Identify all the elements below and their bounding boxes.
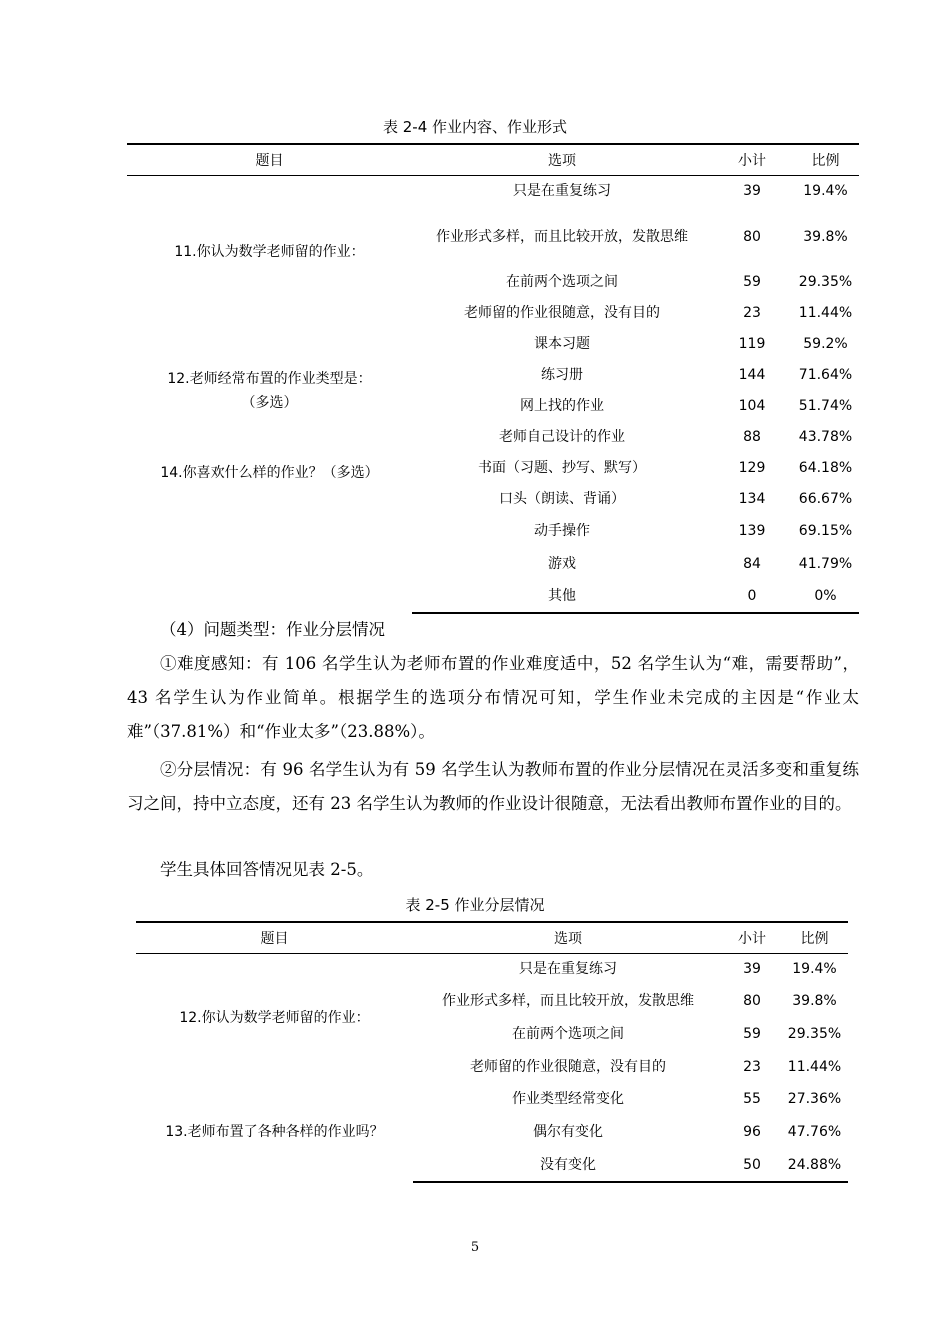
count-cell: 23 — [743, 305, 761, 321]
ratio-cell: 27.36% — [787, 1091, 842, 1107]
page-number: 5 — [470, 1240, 480, 1255]
count-cell: 104 — [738, 398, 766, 414]
count-cell: 39 — [743, 183, 761, 200]
option-cell: 作业形式多样，而且比较开放，发散思维 — [436, 228, 688, 245]
option-cell: 其他 — [412, 581, 712, 613]
option-cell: 书面（习题、抄写、默写） — [478, 460, 646, 476]
header-option: 选项 — [413, 922, 723, 954]
option-cell: 只是在重复练习 — [513, 183, 611, 200]
count-cell: 0 — [712, 581, 792, 613]
question-cell: 12.老师经常布置的作业类型是：（多选） — [167, 370, 372, 411]
count-cell: 23 — [743, 1058, 761, 1075]
count-cell: 96 — [743, 1124, 761, 1140]
ratio-cell: 69.15% — [798, 523, 853, 539]
count-cell: 50 — [723, 1149, 781, 1182]
ratio-cell: 51.74% — [798, 398, 853, 414]
ratio-cell: 43.78% — [798, 429, 853, 445]
option-cell: 作业形式多样，而且比较开放，发散思维 — [442, 993, 694, 1009]
paragraph-reference: 学生具体回答情况见表 2-5。 — [160, 860, 374, 879]
count-cell: 129 — [738, 460, 766, 476]
header-option: 选项 — [412, 144, 712, 176]
option-cell: 没有变化 — [413, 1149, 723, 1182]
table-row — [127, 329, 859, 360]
ratio-cell: 24.88% — [781, 1149, 848, 1182]
ratio-cell: 29.35% — [787, 1026, 842, 1042]
table-2-4 — [127, 143, 859, 614]
paragraph-layering: ②分层情况：有 96 名学生认为有 59 名学生认为教师布置的作业分层情况在灵活多变和重复练习之间，持中立态度，还有 23 名学生认为教师的作业设计很随意，无法看出教师布置作业的目的。 — [127, 760, 859, 813]
table-row — [127, 453, 859, 484]
ratio-cell: 71.64% — [798, 367, 853, 383]
count-cell: 59 — [743, 1026, 761, 1042]
header-ratio: 比例 — [781, 922, 848, 954]
header-question: 题目 — [136, 922, 413, 954]
ratio-cell: 19.4% — [803, 183, 848, 200]
option-cell: 老师留的作业很随意，没有目的 — [470, 1058, 666, 1075]
option-cell: 只是在重复练习 — [519, 961, 617, 978]
count-cell: 134 — [738, 491, 766, 507]
ratio-cell: 29.35% — [798, 274, 853, 290]
ratio-cell: 59.2% — [803, 336, 848, 352]
ratio-cell: 11.44% — [787, 1058, 842, 1075]
option-cell: 动手操作 — [534, 523, 590, 539]
header-count: 小计 — [712, 144, 792, 176]
option-cell: 游戏 — [548, 556, 576, 572]
ratio-cell: 19.4% — [792, 961, 837, 978]
paragraph-difficulty: ①难度感知：有 106 名学生认为老师布置的作业难度适中，52 名学生认为“难，需要帮助”，43 名学生认为作业简单。根据学生的选项分布情况可知，学生作业未完成的主因是“作业太难”（37.81%）和“作业太多”（23.88%）。 — [127, 654, 859, 741]
table-row — [127, 176, 859, 207]
count-cell: 139 — [738, 523, 766, 539]
option-cell: 在前两个选项之间 — [506, 274, 618, 290]
count-cell: 144 — [738, 367, 766, 383]
count-cell: 59 — [743, 274, 761, 290]
ratio-cell: 39.8% — [803, 228, 848, 245]
option-cell: 网上找的作业 — [520, 398, 604, 414]
table-2-5 — [136, 921, 848, 1183]
option-cell: 作业类型经常变化 — [512, 1091, 624, 1107]
count-cell: 80 — [743, 228, 761, 245]
ratio-cell: 66.67% — [798, 491, 853, 507]
section-heading: （4）问题类型：作业分层情况 — [160, 620, 385, 639]
header-ratio: 比例 — [792, 144, 859, 176]
question-cell: 12.你认为数学老师留的作业： — [179, 1010, 370, 1027]
option-cell: 口头（朗读、背诵） — [499, 491, 625, 507]
count-cell: 84 — [743, 556, 761, 572]
ratio-cell: 47.76% — [787, 1124, 842, 1140]
count-cell: 80 — [743, 993, 761, 1009]
ratio-cell: 64.18% — [798, 460, 853, 476]
question-cell: 13.老师布置了各种各样的作业吗？ — [165, 1124, 384, 1140]
header-question: 题目 — [127, 144, 412, 176]
question-cell: 14.你喜欢什么样的作业？（多选） — [160, 464, 379, 481]
count-cell: 55 — [743, 1091, 761, 1107]
option-cell: 在前两个选项之间 — [512, 1026, 624, 1042]
option-cell: 老师自己设计的作业 — [499, 429, 625, 445]
table-row — [136, 1083, 848, 1116]
option-cell: 练习册 — [541, 367, 583, 383]
ratio-cell: 39.8% — [792, 993, 837, 1009]
header-count: 小计 — [723, 922, 781, 954]
option-cell: 老师留的作业很随意，没有目的 — [464, 305, 660, 321]
count-cell: 119 — [738, 336, 766, 352]
ratio-cell: 41.79% — [798, 556, 853, 572]
option-cell: 偶尔有变化 — [533, 1124, 603, 1140]
ratio-cell: 0% — [792, 581, 859, 613]
table-header-row — [136, 922, 848, 954]
count-cell: 39 — [743, 961, 761, 978]
option-cell: 课本习题 — [534, 336, 590, 352]
table-2-4-caption: 表 2-4 作业内容、作业形式 — [382, 118, 568, 136]
question-cell: 11.你认为数学老师留的作业： — [174, 244, 365, 261]
ratio-cell: 11.44% — [798, 305, 853, 321]
count-cell: 88 — [743, 429, 761, 445]
table-header-row — [127, 144, 859, 176]
table-row — [136, 954, 848, 985]
table-2-5-caption: 表 2-5 作业分层情况 — [405, 896, 545, 914]
